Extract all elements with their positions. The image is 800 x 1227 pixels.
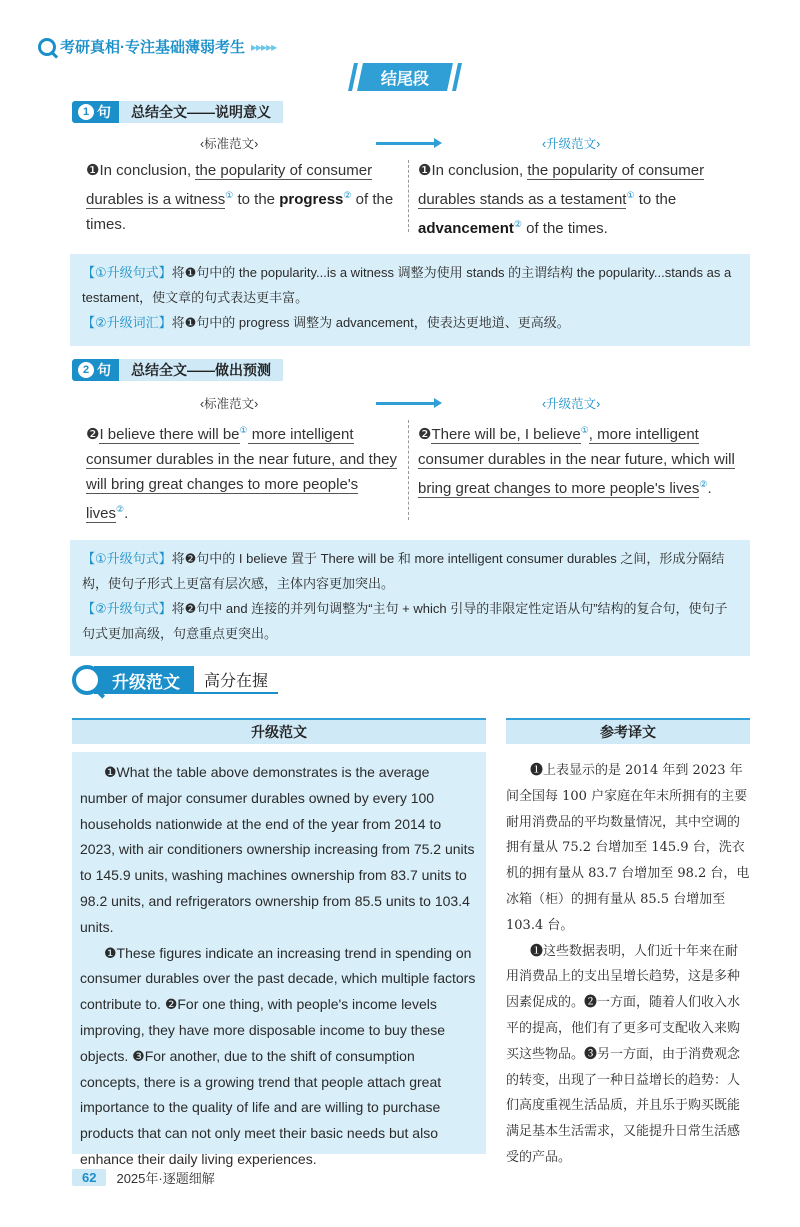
section-title: 结尾段 bbox=[357, 63, 453, 91]
essay-paragraph: ❶What the table above demonstrates is the average number of major consumer durables owned by every 100 households nationwide at the end of the year from 2014 to 2023, with air conditioners ownership increasing from 75.2 units to 145.9 units, washing machines ownership from 83.7 units to 98.2 units, and refrigerators ownership from 85.5 units to 103.4 units. bbox=[80, 764, 475, 935]
essay-paragraph: ❶These figures indicate an increasing trend in spending on consumer durables over the past decade, which multiple factors contribute to. ❷For one thing, with people's income levels improving, they have more disposable income to buy these objects. ❸For another, due to the shift of consumption concepts, there is a growing trend that people attach great importance to the quality of life and are willing to purchase products that can not only meet their basic needs but also enhance their daily living experiences. bbox=[80, 944, 476, 1167]
header-title: 考研真相·专注基础薄弱考生 bbox=[60, 39, 245, 56]
footer-text: 2025年·逐题细解 bbox=[116, 1171, 215, 1186]
sentence2-std-label: ‹标准范文› bbox=[200, 397, 259, 411]
sentence2-up-text: ❷There will be, I believe①, more intelligent consumer durables in the near future, which will bring great changes to more people's lives②. bbox=[418, 425, 735, 497]
translation-heading: 参考译文 bbox=[506, 718, 750, 744]
sentence2-up-label: ‹升级范文› bbox=[542, 397, 601, 411]
translation-paragraph: ❶这些数据表明，人们近十年来在耐用消费品上的支出呈增长趋势，这是多种因素促成的。❷一方面，随着人们收入水平的提高，他们有了更多可支配收入来购买这些物品。❸另一方面，由于消费观念的转变，出现了一种日益增长的趋势：人们高度重视生活品质，并且乐于购买既能满足基本生活需求，又能提升日常生活感受的产品。 bbox=[506, 943, 741, 1165]
note-item: 【②升级词汇】将❶句中的 progress 调整为 advancement，使表达更地道、更高级。 bbox=[82, 315, 570, 330]
sentence1-std-label: ‹标准范文› bbox=[200, 137, 259, 151]
sentence1-badge: 1 句 bbox=[72, 101, 119, 123]
essay-body bbox=[72, 752, 486, 1167]
page-number: 62 bbox=[72, 1169, 106, 1186]
upgrade-subtitle: 高分在握 bbox=[194, 666, 278, 694]
divider bbox=[408, 160, 409, 232]
sentence1-std-text: ❶In conclusion, the popularity of consumer durables is a witness① to the progress② of the times. bbox=[86, 162, 394, 233]
arrow-right-icon bbox=[376, 142, 436, 145]
sentence2-badge: 2 句 bbox=[72, 359, 119, 381]
page-footer bbox=[72, 1168, 215, 1187]
note-item: 【①升级句式】将❷句中的 I believe 置于 There will be 和 more intelligent consumer durables 之间，形成分隔结构，使句子形式上更富有层次感，主体内容更加突出。 bbox=[82, 551, 725, 591]
upgrade-title: 升级范文 bbox=[94, 666, 194, 694]
sentence1-up-label: ‹升级范文› bbox=[542, 137, 601, 151]
search-q-icon bbox=[72, 665, 102, 695]
sentence1-notes bbox=[70, 254, 750, 346]
sentence2-std-text: ❷I believe there will be① more intelligent consumer durables in the near future, and they will bring great changes to more people's lives②. bbox=[86, 425, 398, 522]
sentence2-notes bbox=[70, 540, 750, 656]
note-item: 【②升级句式】将❷句中 and 连接的并列句调整为“主句 + which 引导的非限定性定语从句”结构的复合句，使句子句式更加高级，句意重点更突出。 bbox=[82, 601, 728, 641]
sentence2-topic: 总结全文——做出预测 bbox=[119, 359, 283, 381]
note-item: 【①升级句式】将❶句中的 the popularity...is a witness 调整为使用 stands 的主谓结构 the popularity...stands as a testament，使文章的句式表达更丰富。 bbox=[82, 265, 732, 305]
sentence1-topic: 总结全文——说明意义 bbox=[119, 101, 283, 123]
arrow-right-icon bbox=[376, 402, 436, 405]
header-arrows-icon: ▸▸▸▸▸ bbox=[251, 39, 277, 54]
running-header bbox=[38, 36, 276, 57]
sentence1-label bbox=[72, 100, 283, 124]
essay-heading: 升级范文 bbox=[72, 718, 486, 744]
translation-paragraph: ❶上表显示的是 2014 年到 2023 年间全国每 100 户家庭在年末所拥有的主要耐用消费品的平均数量情况，其中空调的拥有量从 75.2 台增加至 145.9 台，洗衣机的拥有量从 83.7 台增加至 98.2 台，电冰箱（柜）的拥有量从 85.5 台增加至 103.4 台。 bbox=[506, 763, 750, 933]
search-q-icon bbox=[38, 38, 56, 56]
translation-body bbox=[506, 758, 750, 1171]
upgrade-banner bbox=[72, 665, 278, 695]
sentence2-label bbox=[72, 358, 283, 382]
divider bbox=[408, 420, 409, 520]
sentence1-up-text: ❶In conclusion, the popularity of consumer durables stands as a testament① to the advancement② of the times. bbox=[418, 162, 705, 237]
